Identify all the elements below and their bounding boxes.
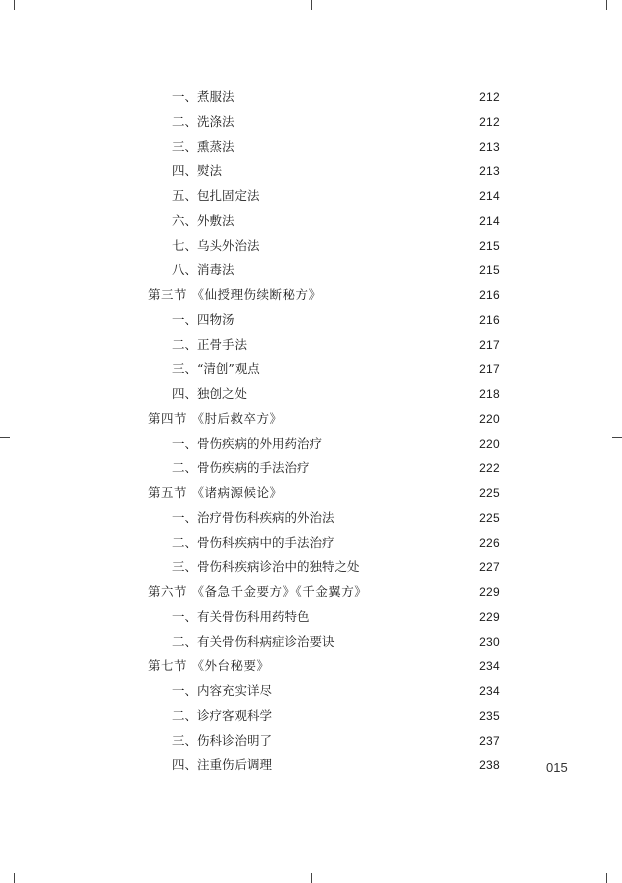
toc-entry-label: 四、熨法 bbox=[172, 163, 223, 178]
crop-mark-top-right bbox=[606, 0, 607, 10]
toc-item-entry[interactable] bbox=[172, 359, 500, 379]
toc-entry-label: 三、骨伤科疾病诊治中的独特之处 bbox=[172, 559, 360, 574]
toc-entry-page: 225 bbox=[479, 486, 500, 500]
toc-item-entry[interactable] bbox=[172, 706, 500, 726]
toc-item-entry[interactable] bbox=[172, 434, 500, 454]
toc-item-entry[interactable] bbox=[172, 458, 500, 478]
toc-entry-label: 一、治疗骨伤科疾病的外治法 bbox=[172, 510, 335, 525]
toc-entry-label: 一、煮服法 bbox=[172, 89, 235, 104]
toc-entry-page: 214 bbox=[479, 214, 500, 228]
toc-item-entry[interactable] bbox=[172, 112, 500, 132]
toc-entry-label: 一、有关骨伤科用药特色 bbox=[172, 609, 310, 624]
toc-entry-page: 216 bbox=[479, 288, 500, 302]
toc-item-entry[interactable] bbox=[172, 731, 500, 751]
toc-entry-page: 234 bbox=[479, 659, 500, 673]
toc-entry-page: 230 bbox=[479, 635, 500, 649]
toc-entry-page: 220 bbox=[479, 412, 500, 426]
toc-entry-page: 213 bbox=[479, 164, 500, 178]
toc-entry-page: 222 bbox=[479, 461, 500, 475]
toc-section-entry[interactable] bbox=[148, 409, 500, 429]
toc-entry-page: 220 bbox=[479, 437, 500, 451]
toc-entry-page: 217 bbox=[479, 338, 500, 352]
toc-item-entry[interactable] bbox=[172, 533, 500, 553]
toc-item-entry[interactable] bbox=[172, 755, 500, 775]
toc-entry-label: 五、包扎固定法 bbox=[172, 188, 260, 203]
crop-mark-top-left bbox=[14, 0, 15, 10]
toc-item-entry[interactable] bbox=[172, 137, 500, 157]
toc-entry-page: 229 bbox=[479, 585, 500, 599]
toc-entry-label: 一、骨伤疾病的外用药治疗 bbox=[172, 436, 323, 451]
toc-item-entry[interactable] bbox=[172, 384, 500, 404]
crop-mark-right-middle bbox=[612, 437, 622, 438]
toc-entry-page: 214 bbox=[479, 189, 500, 203]
toc-entry-page: 238 bbox=[479, 758, 500, 772]
toc-entry-label: 七、乌头外治法 bbox=[172, 238, 260, 253]
crop-mark-bottom-right bbox=[606, 873, 607, 883]
toc-entry-label: 三、熏蒸法 bbox=[172, 139, 235, 154]
toc-section-entry[interactable] bbox=[148, 483, 500, 503]
toc-entry-label: 二、洗涤法 bbox=[172, 114, 235, 129]
toc-entry-page: 226 bbox=[479, 536, 500, 550]
toc-item-entry[interactable] bbox=[172, 607, 500, 627]
toc-section-entry[interactable] bbox=[148, 582, 500, 602]
toc-entry-page: 229 bbox=[479, 610, 500, 624]
toc-entry-page: 215 bbox=[479, 263, 500, 277]
toc-section-entry[interactable] bbox=[148, 285, 500, 305]
toc-entry-page: 225 bbox=[479, 511, 500, 525]
toc-entry-page: 213 bbox=[479, 140, 500, 154]
toc-entry-label: 四、独创之处 bbox=[172, 386, 248, 401]
crop-mark-left-middle bbox=[0, 437, 10, 438]
toc-entry-label: 第五节 《诸病源候论》 bbox=[148, 485, 283, 500]
toc-item-entry[interactable] bbox=[172, 508, 500, 528]
toc-item-entry[interactable] bbox=[172, 161, 500, 181]
toc-entry-label: 二、有关骨伤科病症诊治要诀 bbox=[172, 634, 335, 649]
toc-entry-page: 235 bbox=[479, 709, 500, 723]
toc-item-entry[interactable] bbox=[172, 87, 500, 107]
toc-entry-label: 第七节 《外台秘要》 bbox=[148, 658, 270, 673]
toc-entry-label: 二、骨伤疾病的手法治疗 bbox=[172, 460, 310, 475]
toc-entry-label: 二、正骨手法 bbox=[172, 337, 248, 352]
toc-item-entry[interactable] bbox=[172, 211, 500, 231]
toc-item-entry[interactable] bbox=[172, 310, 500, 330]
toc-entry-label: 三、伤科诊治明了 bbox=[172, 733, 273, 748]
toc-item-entry[interactable] bbox=[172, 557, 500, 577]
toc-entry-label: 六、外敷法 bbox=[172, 213, 235, 228]
toc-entry-page: 237 bbox=[479, 734, 500, 748]
toc-entry-page: 215 bbox=[479, 239, 500, 253]
toc-entry-page: 234 bbox=[479, 684, 500, 698]
toc-entry-page: 227 bbox=[479, 560, 500, 574]
toc-entry-label: 四、注重伤后调理 bbox=[172, 757, 273, 772]
toc-entry-label: 二、诊疗客观科学 bbox=[172, 708, 273, 723]
toc-entry-label: 三、“清创”观点 bbox=[172, 361, 260, 376]
toc-entry-page: 217 bbox=[479, 362, 500, 376]
toc-entry-label: 二、骨伤科疾病中的手法治疗 bbox=[172, 535, 335, 550]
toc-entry-label: 第六节 《备急千金要方》《千金翼方》 bbox=[148, 584, 368, 599]
crop-mark-bottom-center bbox=[311, 873, 312, 883]
toc-item-entry[interactable] bbox=[172, 681, 500, 701]
toc-entry-label: 一、内容充实详尽 bbox=[172, 683, 273, 698]
page-number: 015 bbox=[546, 760, 568, 775]
toc-entry-page: 212 bbox=[479, 90, 500, 104]
toc-entry-page: 216 bbox=[479, 313, 500, 327]
toc-item-entry[interactable] bbox=[172, 260, 500, 280]
toc-entry-page: 218 bbox=[479, 387, 500, 401]
toc-item-entry[interactable] bbox=[172, 632, 500, 652]
crop-mark-bottom-left bbox=[14, 873, 15, 883]
toc-entry-label: 八、消毒法 bbox=[172, 262, 235, 277]
toc-entry-page: 212 bbox=[479, 115, 500, 129]
toc-item-entry[interactable] bbox=[172, 236, 500, 256]
toc-entry-label: 一、四物汤 bbox=[172, 312, 235, 327]
toc-item-entry[interactable] bbox=[172, 186, 500, 206]
toc-entry-label: 第三节 《仙授理伤续断秘方》 bbox=[148, 287, 322, 302]
crop-mark-top-center bbox=[311, 0, 312, 10]
toc-entry-label: 第四节 《肘后救卒方》 bbox=[148, 411, 283, 426]
toc-item-entry[interactable] bbox=[172, 335, 500, 355]
toc-section-entry[interactable] bbox=[148, 656, 500, 676]
